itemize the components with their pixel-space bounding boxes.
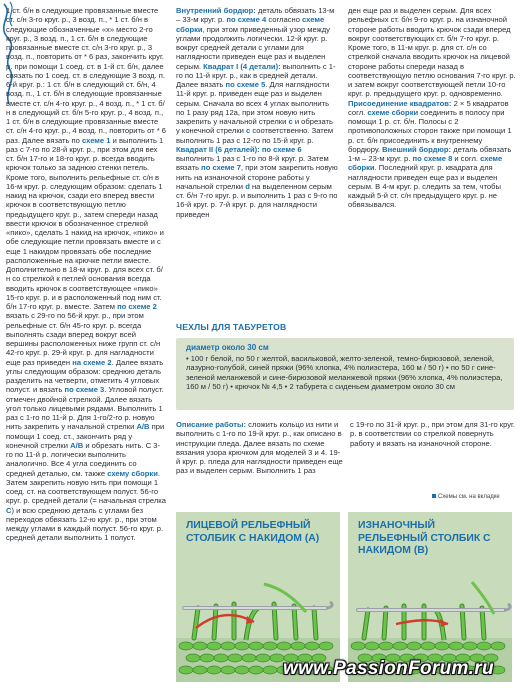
illustration-title-a: ЛИЦЕВОЙ РЕЛЬЕФНЫЙ СТОЛБИК С НАКИДОМ (А): [186, 520, 320, 544]
site-watermark: www.PassionForum.ru: [283, 658, 494, 679]
diagram-note-text: Схемы см. на вкладке: [438, 494, 500, 500]
section-heading: Описание работы:: [176, 420, 247, 429]
pattern-reference: по схеме 3: [64, 385, 105, 395]
pattern-reference: схеме сборки: [367, 107, 419, 117]
stitch-illustration-b: [348, 512, 512, 682]
text-segment: . Далее вязать углы следующим образом: среднюю деталь разделить на четверти, отметить 4 угловых полуст. и вязать: [6, 357, 164, 395]
pattern-reference: по схеме 8: [412, 154, 453, 163]
text-segment: вязать с 29-го по 56-й круг. р., при этом рельефные ст. б/н 45-го круг. р. всегда выполнять сзади вперед вокруг всей вершины расположенных ниже групп ст. с/н 42-го круг. р. 29-й круг. р. для нагладности еще раз приведен: [6, 311, 161, 367]
work-description-column-1: [176, 420, 344, 484]
text-segment: , при этом приведенный узор между углами продолжить логически. 12-й круг. р. вокруг средней детали с углами для наглядности приведен еще раз и выделен серым.: [176, 24, 330, 71]
text-segment: и выполнить 1 раз с 7-го по 28-й круг. р., при этом для вех ст. б/н 17-го и 18-го круг. р. всегда вводить крючок только за заднюю стенки петель. Кроме того, выполнить рельефные ст. с/н в 16-м круг. р. следующим образом: сделать 1 накид на крючок, сзади его вперед ввести крючок в соответствующую петлю предыдущего круг. р., затем спереди назад ввести крючок в обозначенное стрелкой «пико», сделать 1 накид на крючок, «пико» и обе следующие петли провязать вместе и с еще 1 накидом провязать обе последние расположенные на крючке петли вместе. Дополнительно в 18-м круг. р. для всех ст. б/н со стрелкой к петлей основания всегда вводить крючок в соответствующее «пико» 15-го круг. р. и в расположенный под ним ст. б/н 17-го круг. р. вместе. Затем: [6, 135, 164, 311]
arrow-marker: А/В: [70, 440, 84, 450]
text-segment: на выделенном серым ст. б/н 7-го круг. р. и выполнить 1 раз с 9-го по 16-й круг. р. 7-й круг. р. для наглядности приведен: [176, 181, 338, 219]
text-segment: согласно: [268, 15, 300, 25]
arrow-marker: d: [245, 181, 250, 191]
instructions-column-1: [6, 6, 166, 686]
instructions-column-3: [348, 6, 516, 260]
text-segment: и обрезать нить. С 3-го по 11-й р. логически выполнить аналогично. Все 4 угла соединить со средней деталью, см. также: [6, 440, 161, 478]
arrow-marker: с: [288, 117, 293, 126]
text-segment: соответственно. Затем выполнить 1 раз с 12-го по 15-й круг. р.: [176, 126, 334, 145]
text-segment: и обрезать у конечной стрелки: [176, 117, 333, 136]
text-segment: выполнить с 1-го по 11-й круг. р., как в средней детали. Далее вязать: [176, 61, 336, 89]
pattern-reference: по схеме 6: [261, 144, 302, 154]
materials-title: диаметр около 30 см: [186, 343, 269, 352]
pattern-reference: по схеме 5: [225, 80, 266, 89]
section-heading: Присоединение квадратов:: [348, 98, 452, 108]
text-segment: при помощи 1 соед. ст., закончить ряд у конечной стрелки: [6, 422, 165, 450]
text-segment: выполнить 1 раз с 1-го по 8-й круг. р. Затем вязать: [176, 154, 329, 173]
work-description-column-2: [350, 420, 516, 468]
text-segment: ден еще раз и выделен серым. Для всех рельефных ст. б/н 9-го круг. р. на изнаночной стороне работы вводить крючок сзади вперед вокруг соответствующих ст. б/н 7-го круг. р. Кроме того, в 11-м круг. р. для ст. с/н со стрелкой сначала вводить крючок на лицевой стороне работы спереди назад в соответствующую петлю основания 7-го круг. р. и затем вокруг соответствующей петли 10-го круг. р. предыдущего круг. р. одновременно.: [348, 6, 516, 99]
text-segment: . Затем закрепить новую нить при помощи 1 соед. ст. на соответствующем полуст. 56-го круг. р. средней детали (= начальная стрелка: [6, 468, 166, 506]
text-segment: деталь обвязать 13-м – 33-м круг. р.: [176, 6, 335, 25]
pattern-reference: по схеме 4: [226, 15, 267, 25]
instructions-column-2: [176, 6, 338, 318]
text-segment: сложить кольцо из нити и выполнить с 1-го по 19-й круг. р., как описано в инструкции пледа. Далее вязать по схеме вязания узора крючком для моделей 3 и 4. 19-й круг. р. пледа для наглядности приведен еще раз и выделен серым. Выполнить 1 раз: [176, 420, 343, 476]
section-heading: Внутренний бордюр:: [176, 6, 256, 15]
text-segment: . Для наглядности 11-й круг. р. приведен еще раз и выделен серым. Сначала во всех 4 углах выполнить по 1 разу ряд 12а, при этом новую нить закрепить у начальной стрелки: [176, 80, 330, 126]
pattern-reference: по схеме 2: [117, 302, 157, 311]
materials-box: [176, 338, 514, 410]
text-segment: и согл.: [454, 154, 479, 163]
text-segment: 2 × 5 квадратов согл.: [348, 98, 509, 117]
arrow-marker: с: [246, 126, 251, 136]
section-heading: Квадрат II (6 деталей):: [176, 144, 260, 154]
pattern-reference: на схеме 2: [72, 357, 112, 367]
pattern-reference: схеме сборки: [348, 154, 503, 173]
text-segment: , при этом закрепить новую нить на изнаночной стороне работы у начальной стрелки: [176, 163, 338, 191]
text-segment: . Последний круг. р. квадрата для наглядности приведен еще раз и выделен серым. В 4-м круг. р. следить за тем, чтобы каждый 5-й ст. с/н предыдущего круг. р. не обвязывался.: [348, 163, 501, 210]
text-segment: соединить в полосу при помощи 1 р. ст. б/н. Полосы с 2 противоположных сторон также при помощи 1 р. ст. б/н присоединить к внутреннему бордюру.: [348, 107, 512, 154]
pattern-reference: схему сборки: [107, 468, 158, 478]
pattern-reference: схеме 1: [82, 135, 111, 145]
section-title: ЧЕХЛЫ ДЛЯ ТАБУРЕТОВ: [176, 322, 287, 332]
section-heading: Внешний бордюр:: [382, 144, 452, 154]
text-segment: ) и всю среднюю деталь с углами без переходов обвязать 12-ю круг. р., при этом между углами в каждый полуст. 56-го круг. р. средней детали выполнить 1 полуст.: [6, 505, 164, 543]
arrow-marker: А/В: [136, 422, 150, 432]
bullet-square-icon: [432, 494, 436, 498]
diagram-note: [432, 494, 500, 500]
arrow-marker: С: [6, 505, 12, 515]
section-heading: Квадрат I (4 детали):: [203, 61, 281, 71]
text-segment: . Угловой полуст. отмечен двойной стрелкой. Далее вязать угол только лицевыми рядами. Выполнить 1 раз с 1-го по 11-й р. Для 1-го/2-го р. новую нить закрепить у начальной стрелки: [6, 385, 164, 432]
pattern-reference: по схеме 7: [201, 163, 241, 173]
materials-body: • 100 г белой, по 50 г желтой, васильковой, желто-зеленой, темно-бирюзовой, зеленой, лазурно-голубой, синей пряжи (96% хлопка, 4% полиэстера, 160 м / 50 г) • по 50 г сине-зеленой меланжевой и сине-бирюзовой меланжевой пряжи (96% хлопка, 4% полиэстера, 160 м / 50 г) • крючок № 4,5 • 2 табурета с сиденьем диаметром около 30 см: [186, 354, 503, 391]
text-segment: с 19-го по 31-й круг. р., при этом для 31-го круг. р. в соответствии со стрелкой повернуть работу и вязать на изнаночной стороне.: [350, 420, 516, 448]
text-segment: деталь обвязать 1-м – 23-м круг. р.: [348, 144, 512, 163]
pattern-reference: схеме сборки: [176, 15, 325, 34]
stitch-illustration-a: [176, 512, 340, 682]
illustration-title-b: ИЗНАНОЧНЫЙ РЕЛЬЕФНЫЙ СТОЛБИК С НАКИДОМ (В): [358, 520, 491, 556]
text-segment: 1 ст. б/н в следующие провязанные вместе ст. с/н 3-го круг. р., 3 возд. п., * 1 ст. б/н в следующие обозначенные «х» место 2-го круг. р., 3 возд. п., 1 ст. б/н в следующие провязанные вместе ст. с/н 3-го круг. р., 3 возд. п., повторить от * 6 раз, закончить круг. р. при помощи 1 соед. ст. в 1-й ст. б/н, далее связать по 1 соед. ст. в следующие 3 возд. п. 6-й круг. р.: 1 ст. б/н в следующий ст. б/н, 4 возд. п., 1 ст. б/н в следующие провязанные вместе ст. с/н 4-го круг. р., 4 возд. п., * 1 ст. б/н в следующий ст. б/н 5-го круг. р., 4 возд. п., 1 ст. б/н в следующие провязанные вместе ст. с/н 4-го круг. р., 4 возд. п., повторить от * 6 раз. Далее вязать по: [6, 6, 166, 145]
